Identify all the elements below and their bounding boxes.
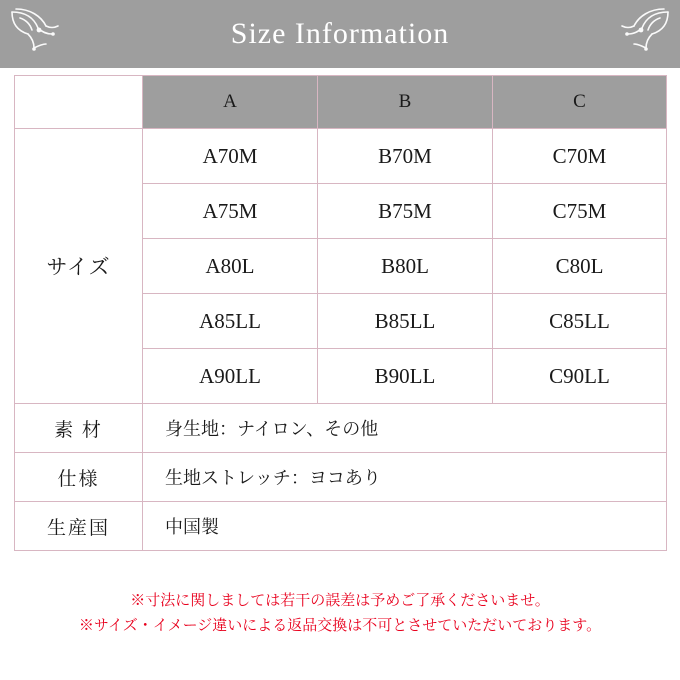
cell-c-2: C75M: [493, 184, 667, 239]
spec-key-material: 素 材: [15, 404, 143, 453]
page-header: [0, 0, 680, 68]
spec-row-origin: [15, 502, 667, 551]
cell-b-5: B90LL: [318, 349, 493, 404]
cell-a-4: A85LL: [143, 294, 318, 349]
disclaimer-notes: [0, 588, 680, 638]
column-header-b: B: [318, 76, 493, 129]
table-row: [15, 129, 667, 184]
spec-value-specification: 生地ストレッチ：ヨコあり: [143, 453, 667, 502]
spec-key-specification: 仕様: [15, 453, 143, 502]
cell-b-1: B70M: [318, 129, 493, 184]
spec-row-material: [15, 404, 667, 453]
cell-a-1: A70M: [143, 129, 318, 184]
flourish-ornament-right-icon: [614, 4, 672, 62]
size-table-wrapper: [14, 75, 666, 551]
cell-c-3: C80L: [493, 239, 667, 294]
note-line-1: ※寸法に関しましては若干の誤差は予めご了承くださいませ。: [130, 592, 550, 609]
cell-b-4: B85LL: [318, 294, 493, 349]
cell-c-4: C85LL: [493, 294, 667, 349]
page-title: Size Information: [230, 17, 450, 50]
cell-b-2: B75M: [318, 184, 493, 239]
cell-a-3: A80L: [143, 239, 318, 294]
row-label-size: サイズ: [15, 129, 143, 404]
spec-key-origin: 生産国: [15, 502, 143, 551]
spec-row-specification: [15, 453, 667, 502]
flourish-ornament-left-icon: [8, 4, 66, 62]
note-line-2: ※サイズ・イメージ違いによる返品交換は不可とさせていただいております。: [78, 617, 602, 634]
table-corner-cell: [15, 76, 143, 129]
spec-value-origin: 中国製: [143, 502, 667, 551]
spec-value-material: 身生地：ナイロン、その他: [143, 404, 667, 453]
cell-c-1: C70M: [493, 129, 667, 184]
table-header-row: [15, 76, 667, 129]
cell-a-5: A90LL: [143, 349, 318, 404]
size-table: [14, 75, 667, 551]
cell-a-2: A75M: [143, 184, 318, 239]
column-header-c: C: [493, 76, 667, 129]
column-header-a: A: [143, 76, 318, 129]
cell-b-3: B80L: [318, 239, 493, 294]
cell-c-5: C90LL: [493, 349, 667, 404]
